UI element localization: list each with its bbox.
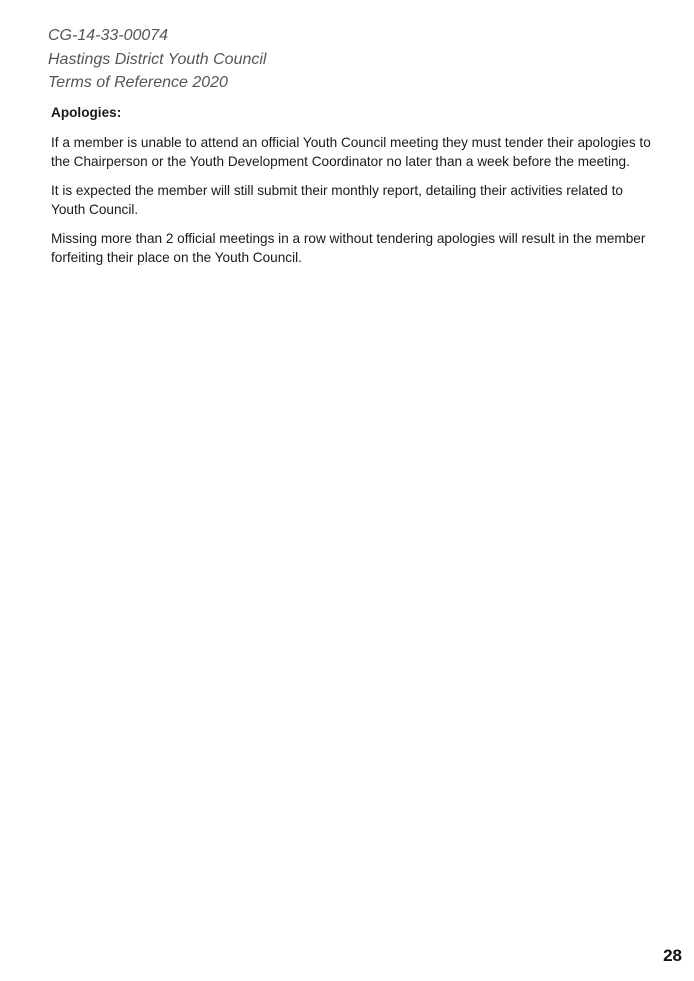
document-title: Terms of Reference 2020: [48, 74, 228, 91]
page-number: 28: [663, 946, 682, 965]
organization-name: Hastings District Youth Council: [48, 50, 267, 68]
document-body: [51, 103, 651, 277]
paragraph-missed-meetings: Missing more than 2 official meetings in a row without tendering apologies will result in the member forfeiting their place on the Youth Council.: [51, 231, 646, 265]
paragraph-attendance: If a member is unable to attend an official Youth Council meeting they must tender their apologies to the Chairperson or the Youth Development Coordinator no later than a week before the meeting.: [51, 135, 651, 169]
paragraph-monthly-report: It is expected the member will still submit their monthly report, detailing their activities related to Youth Council.: [51, 183, 623, 217]
document-header: [48, 24, 266, 95]
section-heading: Apologies:: [51, 105, 122, 120]
document-id: CG-14-33-00074: [48, 27, 169, 44]
